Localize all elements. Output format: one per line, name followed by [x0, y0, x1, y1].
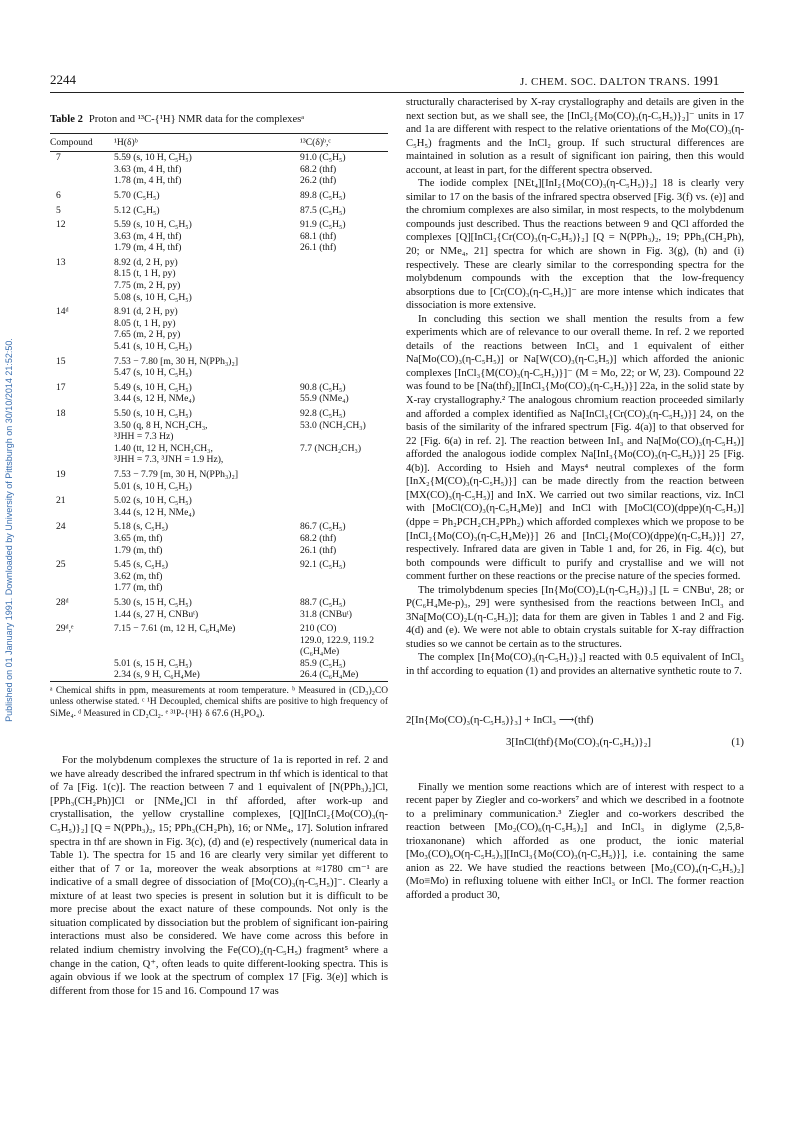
table-row [50, 466, 388, 481]
table-cell: 1.78 (m, 4 H, thf) [114, 175, 182, 187]
table-row [50, 231, 388, 243]
table-cell: 14ᵈ [56, 306, 69, 318]
table-row [50, 187, 388, 202]
table-cell [50, 393, 114, 405]
table-cell: 26.1 (thf) [300, 242, 337, 254]
table-row [50, 292, 388, 304]
table-cell [50, 292, 114, 304]
table-header-row [50, 133, 388, 152]
table-cell: 1.44 (s, 27 H, CNBuᵗ) [114, 608, 199, 620]
table-cell: 5.47 (s, 10 H, C₅H₅) [114, 367, 192, 379]
table-row [50, 658, 388, 670]
equation-number: (1) [731, 735, 744, 748]
table-cell: 1.77 (m, thf) [114, 582, 163, 594]
equation-1 [406, 709, 744, 753]
table-cell: 3.50 (q, 8 H, NCH₂CH₃, [114, 419, 208, 431]
table-cell [50, 420, 114, 432]
page-number: 2244 [50, 72, 76, 87]
table-row [50, 367, 388, 379]
table-body [50, 152, 388, 682]
table-cell [50, 609, 114, 621]
table-row [50, 242, 388, 254]
table-row [50, 545, 388, 557]
equation-line-1: 2[In{Mo(CO)₃(η-C₅H₅)}₃] + InCl₃ ⟶(thf) [406, 713, 594, 726]
table-cell [300, 507, 388, 519]
table-row [50, 405, 388, 420]
table-cell [300, 367, 388, 379]
table-cell: 55.9 (NMe₄) [300, 393, 349, 405]
table-cell: 91.0 (C₅H₅) [300, 152, 346, 164]
table-cell: 24 [56, 521, 66, 533]
table-cell: 5.59 (s, 10 H, C₅H₅) [114, 152, 192, 164]
table-row [50, 443, 388, 455]
table-cell: 68.2 (thf) [300, 532, 337, 544]
table-row [50, 175, 388, 187]
table-cell: 6 [56, 189, 61, 201]
table-cell: 2.34 (s, 9 H, C₆H₄Me) [114, 669, 200, 681]
table-cell: 3.62 (m, thf) [114, 570, 163, 582]
table-row [50, 164, 388, 176]
table-cell: 210 (CO) [300, 623, 337, 635]
table-cell [50, 268, 114, 280]
table-cell: 8.05 (t, 1 H, py) [114, 317, 176, 329]
table-cell [300, 268, 388, 280]
table-cell [50, 481, 114, 493]
table-cell: 5.50 (s, 10 H, C₅H₅) [114, 408, 192, 420]
table-cell [50, 669, 114, 681]
table-cell: 29ᵈ,ᵉ [56, 623, 74, 635]
table-cell: 5.30 (s, 15 H, C₅H₅) [114, 596, 192, 608]
table-cell [300, 466, 388, 481]
table-cell [300, 292, 388, 304]
table-cell [300, 303, 388, 318]
table-cell [50, 635, 114, 647]
table-cell: 92.8 (C₅H₅) [300, 408, 346, 420]
table-cell [50, 454, 114, 466]
table-cell [50, 367, 114, 379]
table-cell: 7.75 (m, 2 H, py) [114, 280, 181, 292]
right-column [406, 96, 744, 902]
table-cell: 85.9 (C₅H₅) [300, 657, 346, 669]
table-cell [300, 254, 388, 269]
table-row [50, 268, 388, 280]
table-cell: 26.2 (thf) [300, 175, 337, 187]
table-row [50, 341, 388, 353]
table-cell: 1.79 (m, 4 H, thf) [114, 242, 182, 254]
table-row [50, 280, 388, 292]
table-row [50, 518, 388, 533]
table-row [50, 594, 388, 609]
table-row [50, 393, 388, 405]
table-cell: (C₆H₄Me) [300, 646, 340, 658]
body-paragraph: Finally we mention some reactions which are of interest with respect to a recent paper by Ziegler and co-workers⁷ and which we described in a footnote to a preliminary communication.³ Ziegler and co-workers described the reaction between [Mo₂(CO)₆(η-C₅H₅)₂] and InCl₃ in diglyme (2,5,8-trioxanonane) which afforded as one product, the ionic material [Mo₃(CO)₆O(η-C₅H₅)₃][InCl₃{Mo(CO)₃(η-C₅H₅)}], i.e. containing the same anion as 22. We have studied the reactions between [Mo₂(CO)₄(η-C₅H₅)₂] (Mo≡Mo) in refluxing toluene with either InCl₃ or InCl. The former reaction afforded a product 30, [406, 781, 744, 901]
table-cell [50, 329, 114, 341]
table-row [50, 533, 388, 545]
table-row [50, 582, 388, 594]
table-row [50, 379, 388, 394]
table-cell [300, 353, 388, 368]
table-caption-text: Proton and ¹³C-{¹H} NMR data for the complexesᵃ [88, 114, 305, 125]
journal-name: J. CHEM. SOC. DALTON TRANS. [520, 76, 691, 88]
table-cell: 3.44 (s, 12 H, NMe₄) [114, 393, 195, 405]
table-cell [50, 280, 114, 292]
table-cell: 5.12 (C₅H₅) [114, 204, 160, 216]
table-row [50, 609, 388, 621]
table-row [50, 216, 388, 231]
download-notice-text: Published on 01 January 1991. Downloaded by University of Pittsburgh on 30/10/2014 21:52:50. [4, 338, 14, 722]
table-cell [300, 582, 388, 594]
journal-year: 1991 [693, 73, 720, 88]
table-cell: 21 [56, 495, 66, 507]
table-cell: 7.7 (NCH₂CH₃) [300, 442, 362, 454]
table-cell [50, 658, 114, 670]
table-cell [50, 431, 114, 443]
table-cell: 88.7 (C₅H₅) [300, 596, 346, 608]
table-cell: ³JHH = 7.3 Hz) [114, 431, 174, 443]
table-cell [114, 646, 300, 658]
table-row [50, 669, 388, 681]
table-cell: 3.63 (m, 4 H, thf) [114, 163, 182, 175]
table-cell: 31.8 (CNBuᵗ) [300, 608, 352, 620]
table-cell [300, 431, 388, 443]
table-cell: 5.18 (s, C₅H₅) [114, 521, 169, 533]
table-cell: 91.9 (C₅H₅) [300, 219, 346, 231]
body-paragraph: In concluding this section we shall mention the results from a few experiments which are of relevance to our overall theme. In ref. 2 we reported details of the reactions between InCl₃ and 1 equivalent of either Na[Mo(CO)₃(η-C₅H₅)] or Na[W(CO)₃(η-C₅H₅)] which afforded the anionic complexes [InCl₃{M(CO)₃(η-C₅H₅)}]⁻ (M = Mo, 22; or W, 23). Compound 22 was found to be [Na(thf)₂][InCl₃{Mo(CO)₃(η-C₅H₅)}] 22a, in the solid state by X-ray crystallography.² The analogous chromium reaction proceeded similarly and afforded a complex identified as Na[InCl₃{Cr(CO)₃(η-C₅H₅)}] 24, on the basis of the similarity of the infrared spectrum [Fig. 4(a)] to that observed for 22 [Fig. 6(a) in ref. 2]. The reaction between InI₃ and Na[Mo(CO)₃(η-C₅H₅)] afforded the analogous iodide complex Na[InI₃{Mo(CO)₃(η-C₅H₅)}] 25 [Fig. 4(b)]. According to Hsieh and Mays⁴ neutral complexes of the form [InX₂{M(CO)₃(η-C₅H₅)}] can be made directly from the reaction between [MX(CO)₃(η-C₅H₅)] and InX. We carried out two similar reactions, viz. InCl with [MoCl(CO)₃(η-C₅H₄Me)] and InCl with [MoCl(CO)(dppe)(η-C₅H₅)] (dppe = Ph₂PCH₂CH₂PPh₂) which afforded complexes which we propose to be [InCl₂{Mo(CO)₃(η-C₅H₄Me)}] 26 and [InCl₂{Mo(CO)(dppe)(η-C₅H₅)}] 27, respectively. Infrared data are given in Table 1 and, for 26, in Fig. 4(c), but both compounds were difficult to purify and crystallise and we will not comment further on these reactions or the precise nature of the species formed. [406, 313, 744, 583]
table-row [50, 353, 388, 368]
table-cell [300, 329, 388, 341]
table-cell: 5.02 (s, 10 H, C₅H₅) [114, 495, 192, 507]
table-cell: 53.0 (NCH₂CH₃) [300, 419, 366, 431]
table-cell: 8.91 (d, 2 H, py) [114, 306, 178, 318]
table-footnote: ᵃ Chemical shifts in ppm, measurements at room temperature. ᵇ Measured in (CD₃)₂CO unless otherwise stated. ᶜ ¹H Decoupled, chemical shifts are positive to high frequency of SiMe₄. ᵈ Measured in CD₂Cl₂. ᵉ ³¹P-{¹H} δ 67.6 (H₃PO₄). [50, 686, 388, 719]
table-row [50, 420, 388, 432]
table-cell: 92.1 (C₅H₅) [300, 559, 346, 571]
body-paragraph: The complex [In{Mo(CO)₃(η-C₅H₅)}₃] reacted with 0.5 equivalent of InCl₃ in thf according to equation (1) and provides an alternative synthetic route to 7. [406, 652, 744, 677]
table-row [50, 318, 388, 330]
table-row [50, 481, 388, 493]
table-cell: 5.70 (C₅H₅) [114, 189, 160, 201]
table-cell: 28ᵈ [56, 596, 69, 608]
table-cell [50, 571, 114, 583]
table-cell: 18 [56, 408, 66, 420]
table-cell: 12 [56, 219, 66, 231]
table-cell: 3.65 (m, thf) [114, 532, 163, 544]
table-cell: 7 [56, 152, 61, 164]
table-cell: 5.01 (s, 15 H, C₅H₅) [114, 657, 192, 669]
table-cell [50, 533, 114, 545]
nmr-table [50, 133, 388, 683]
table-cell [50, 545, 114, 557]
table-cell: 7.15 − 7.61 (m, 12 H, C₆H₄Me) [114, 623, 236, 635]
table-cell [50, 231, 114, 243]
table-cell [50, 443, 114, 455]
table-caption [50, 113, 388, 127]
table-cell [50, 582, 114, 594]
table-cell [50, 242, 114, 254]
table-cell [300, 341, 388, 353]
table-cell: 7.65 (m, 2 H, py) [114, 329, 181, 341]
table-header-cell: ¹H(δ)ᵇ [114, 136, 138, 148]
table-cell: 26.4 (C₆H₄Me) [300, 669, 359, 681]
table-cell: 5 [56, 204, 61, 216]
left-column [50, 96, 388, 998]
table-cell: 13 [56, 256, 66, 268]
body-paragraph: structurally characterised by X-ray crystallography and details are given in the next section but, as we shall see, the [InCl₂{Mo(CO)₃(η-C₅H₅)}₂]⁻ units in 17 and 1a are different with respect to the relative orientations of the Mo(CO)₃(η-C₅H₅) fragments and the InCl₂ group. If such structural differences are maintained in solution as a result of significant ion pairing, then this would account, at least in part, for the different spectra observed. [406, 97, 744, 176]
table-cell: 3.63 (m, 4 H, thf) [114, 230, 182, 242]
table-cell: 5.49 (s, 10 H, C₅H₅) [114, 381, 192, 393]
table-cell [300, 492, 388, 507]
equation-line-2 [406, 731, 744, 753]
table-row [50, 492, 388, 507]
table-cell: 68.1 (thf) [300, 230, 337, 242]
table-header-cell: ¹³C(δ)ᵇ,ᶜ [300, 136, 331, 148]
table-cell [114, 635, 300, 647]
table-cell: 87.5 (C₅H₅) [300, 204, 346, 216]
table-row [50, 329, 388, 341]
equation-line-2-text: 3[InCl(thf){Mo(CO)₃(η-C₅H₅)}₂] [506, 735, 652, 748]
table-cell: 86.7 (C₅H₅) [300, 521, 346, 533]
table-row [50, 254, 388, 269]
table-cell: 1.79 (m, thf) [114, 544, 163, 556]
table-cell: 17 [56, 381, 66, 393]
table-cell: 89.8 (C₅H₅) [300, 189, 346, 201]
table-cell: 7.53 − 7.79 [m, 30 H, N(PPh₃)₂] [114, 468, 239, 480]
table-cell: 3.44 (s, 12 H, NMe₄) [114, 506, 195, 518]
journal-header [520, 73, 719, 89]
table-row [50, 431, 388, 443]
table-cell: 5.01 (s, 10 H, C₅H₅) [114, 480, 192, 492]
table-cell: 5.59 (s, 10 H, C₅H₅) [114, 219, 192, 231]
body-paragraph: The trimolybdenum species [In{Mo(CO)₂L(η-C₅H₅)}₃] [L = CNBuᵗ, 28; or P(C₆H₄Me-p)₃, 29] were synthesised from the reactions between InCl₃ and 3Na[Mo(CO)₂L(η-C₅H₅)]; data for them are given in Tables 1 and 2 and Fig. 4(d) and (e). We were not able to obtain crystals suitable for X-ray diffraction studies so we cannot be certain as to the structures. [406, 584, 744, 650]
table-cell: 19 [56, 468, 66, 480]
table-row [50, 571, 388, 583]
table-cell [50, 507, 114, 519]
table-row [50, 556, 388, 571]
table-cell: 25 [56, 559, 66, 571]
table-label: Table 2 [50, 114, 83, 125]
table-row [50, 152, 388, 164]
table-cell [300, 481, 388, 493]
table-cell: 5.08 (s, 10 H, C₅H₅) [114, 291, 192, 303]
table-cell: ³JHH = 7.3, ³JNH = 1.9 Hz), [114, 454, 224, 466]
table-row [50, 646, 388, 658]
table-cell: 8.15 (t, 1 H, py) [114, 268, 176, 280]
table-cell: 7.53 − 7.80 [m, 30 H, N(PPh₃)₂] [114, 355, 239, 367]
table-cell [50, 164, 114, 176]
body-paragraph: The iodide complex [NEt₄][InI₂{Mo(CO)₃(η-C₅H₅)}₂] 18 is clearly very similar to 17 on the basis of the infrared spectra observed [Fig. 3(f) vs. (e)] and the chromium complexes are also similar, in most respects, to the molybdenum compounds just described. Thus the reactions between 9 and QCl afforded the complexes [Q][InCl₂{Cr(CO)₃(η-C₅H₅)}₂] [Q = N(PPh₃)₂, 19; PPh₃(CH₂Ph), 20; or NMe₄, 21] spectra for which are shown in Fig. 3(g), (h) and (i) respectively. These are clearly similar to the corresponding spectra for the molybdenum compounds with the exception that the low-frequency absorptions due to [Cr(CO)₃(η-C₅H₅)]⁻ are more intense which indicates that dissociation is more extensive. [406, 178, 744, 312]
table-cell [300, 454, 388, 466]
table-cell [300, 571, 388, 583]
download-notice [3, 250, 15, 810]
table-cell: 90.8 (C₅H₅) [300, 381, 346, 393]
table-cell: 1.40 (tt, 12 H, NCH₂CH₃, [114, 442, 213, 454]
table-cell [50, 646, 114, 658]
table-cell [50, 175, 114, 187]
table-cell: 26.1 (thf) [300, 544, 337, 556]
table-row [50, 303, 388, 318]
table-row [50, 202, 388, 217]
table-row [50, 507, 388, 519]
table-cell [50, 341, 114, 353]
body-paragraph: For the molybdenum complexes the structure of 1a is reported in ref. 2 and we have already described the infrared spectrum in thf which is identical to that of 7a [Fig. 1(c)]. The reaction between 7 and 1 equivalent of [N(PPh₃)₂]Cl, [PPh₃(CH₂Ph)]Cl or [NMe₄]Cl in thf afforded, after work-up and crystallisation, the yellow crystalline complexes, [Q][InCl₂{Mo(CO)₃(η-C₅H₅)}₂] [Q = N(PPh₃)₂, 15; PPh₃(CH₂Ph), 16; or NMe₄, 17]. Solution infrared spectra in thf are shown in Fig. 3(c), (d) and (e) respectively (numerical data in Table 1). The spectra for 15 and 16 are clearly very similar yet different to either that of 7 or 1a, moreover the weak absorptions at ≈1780 cm⁻¹ are indicative of a small degree of dissociation of [Mo(CO)₃(η-C₅H₅)]⁻. Clearly a mixture of at least two species is present in solution but it is difficult to be more precise about the exact nature of these compounds. Not only is the situation complicated by dissociation but the problem of significant ion-pairing interactions must also be considered. We have come across this before in related indium chemistry involving the Fe(CO)₂(η-C₅H₅) fragment⁵ where a change in the cation, Q⁺, often leads to quite different-looking spectra. This is again obvious if we look at the spectrum of complex 17 [Fig. 3(e)] which is different from those for 15 and 16. Compound 17 was [50, 755, 388, 997]
table-row [50, 454, 388, 466]
table-cell: 68.2 (thf) [300, 163, 337, 175]
table-header-cell: Compound [50, 136, 93, 148]
table-cell [50, 318, 114, 330]
table-cell: 129.0, 122.9, 119.2 [300, 634, 374, 646]
header-rule [50, 92, 744, 93]
table-row [50, 635, 388, 647]
table-cell: 8.92 (d, 2 H, py) [114, 256, 178, 268]
table-cell: 5.45 (s, C₅H₅) [114, 559, 169, 571]
table-cell: 5.41 (s, 10 H, C₅H₅) [114, 341, 192, 353]
table-cell: 15 [56, 355, 66, 367]
table-row [50, 620, 388, 635]
table-cell [300, 280, 388, 292]
table-cell [300, 318, 388, 330]
